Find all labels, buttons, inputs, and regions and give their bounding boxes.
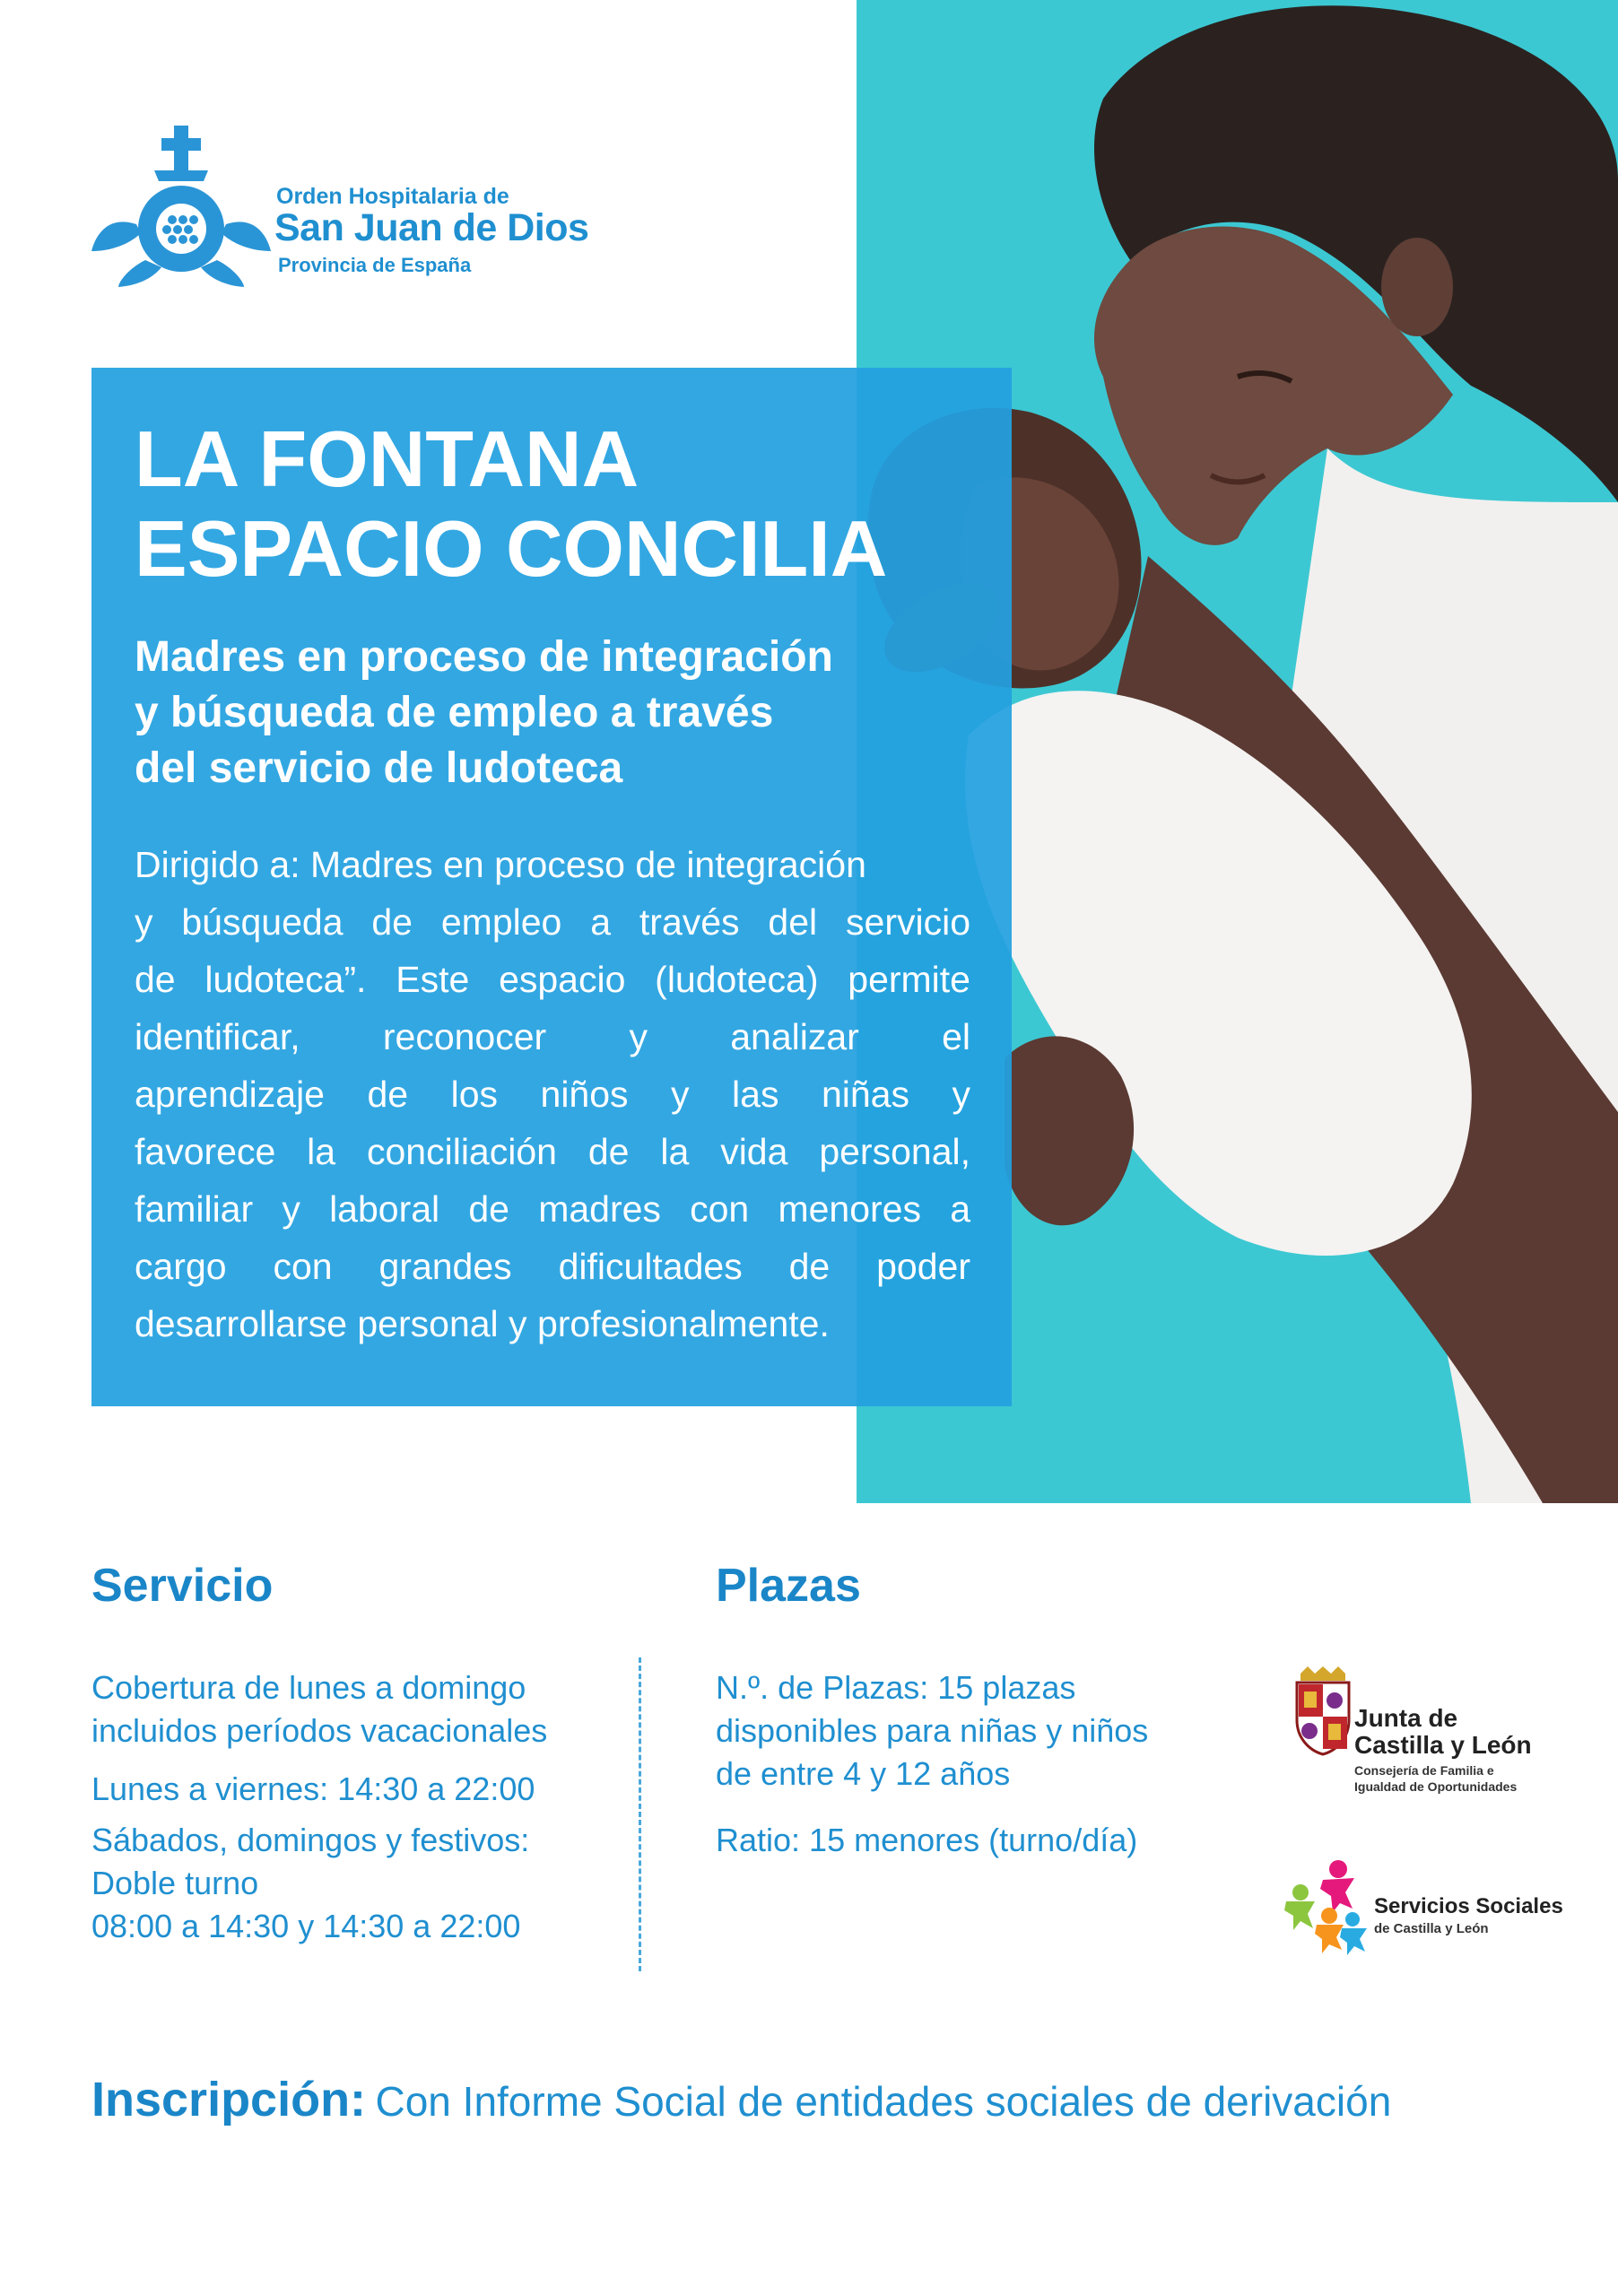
servicios-sociales-line2: de Castilla y León: [1374, 1921, 1489, 1936]
servicio-sabados-line1: Sábados, domingos y festivos:: [91, 1822, 530, 1858]
hero-body-line: familiar y laboral de madres con menores a: [135, 1188, 970, 1230]
column-divider: [639, 1657, 641, 1971]
jcyl-logo-sub1: Consejería de Familia e: [1354, 1763, 1494, 1778]
castilla-leon-coat-of-arms-icon: [1292, 1666, 1354, 1756]
hero-body-line: de ludoteca”. Este espacio (ludoteca) permite: [135, 959, 970, 1000]
hero-body-line: desarrollarse personal y profesionalmente.: [135, 1303, 830, 1344]
hero-body-line: aprendizaje de los niños y las niñas y: [135, 1074, 970, 1115]
servicio-cobertura-line1: Cobertura de lunes a domingo: [91, 1669, 526, 1706]
servicio-sabados-line2: Doble turno: [91, 1865, 259, 1901]
hero-subtitle-line: y búsqueda de empleo a través: [135, 689, 774, 736]
logo-text-orden: Orden Hospitalaria de: [276, 184, 509, 209]
logo-text-provincia: Provincia de España: [278, 254, 472, 276]
plazas-ratio: Ratio: 15 menores (turno/día): [716, 1822, 1138, 1858]
jcyl-logo-line1: Junta de: [1354, 1704, 1458, 1732]
jcyl-logo-sub2: Igualdad de Oportunidades: [1354, 1779, 1518, 1794]
inscripcion-row: [91, 2072, 1391, 2127]
plazas-line1: N.º. de Plazas: 15 plazas: [716, 1669, 1076, 1706]
servicios-sociales-line1: Servicios Sociales: [1374, 1894, 1563, 1918]
hero-body-line: Dirigido a: Madres en proceso de integración: [135, 844, 866, 885]
hero-title-line2: ESPACIO CONCILIA: [135, 504, 888, 593]
plazas-heading: Plazas: [716, 1560, 861, 1612]
plazas-line2: disponibles para niñas y niños: [716, 1712, 1149, 1749]
inscripcion-label: Inscripción:: [91, 2073, 367, 2126]
hero-title-line1: LA FONTANA: [135, 414, 639, 503]
hero-body-line: cargo con grandes dificultades de poder: [135, 1246, 970, 1287]
inscripcion-text: Con Informe Social de entidades sociales de derivación: [375, 2078, 1392, 2125]
jcyl-logo-line2: Castilla y León: [1354, 1731, 1532, 1759]
san-juan-de-dios-emblem-icon: [91, 126, 271, 287]
plazas-line3: de entre 4 y 12 años: [716, 1755, 1011, 1792]
hero-body-line: identificar, reconocer y analizar el: [135, 1016, 970, 1057]
logo-text-san-juan-de-dios: San Juan de Dios: [274, 206, 589, 249]
hero-subtitle-line: Madres en proceso de integración: [135, 633, 833, 681]
servicio-sabados-line3: 08:00 a 14:30 y 14:30 a 22:00: [91, 1908, 521, 1944]
servicios-sociales-figures-icon: [1283, 1857, 1372, 1955]
hero-subtitle-line: del servicio de ludoteca: [135, 744, 623, 792]
servicio-heading: Servicio: [91, 1560, 274, 1612]
servicio-lunes-viernes: Lunes a viernes: 14:30 a 22:00: [91, 1770, 535, 1807]
hero-body-line: y búsqueda de empleo a través del servicio: [135, 901, 970, 943]
hero-body-line: favorece la conciliación de la vida personal,: [135, 1131, 970, 1172]
servicio-cobertura-line2: incluidos períodos vacacionales: [91, 1712, 548, 1749]
